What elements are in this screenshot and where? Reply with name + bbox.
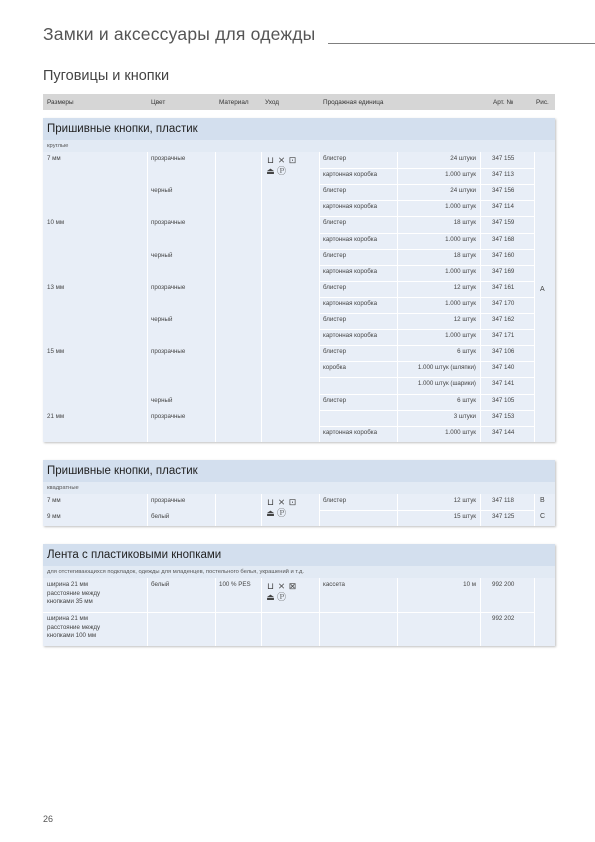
art-cell: 992 202 (492, 615, 515, 622)
section-snap-tape (43, 544, 555, 646)
unit-cell: картонная коробка (323, 235, 378, 243)
iron-icon: ⏏ (266, 592, 275, 602)
art-cell: 347 118 (492, 497, 514, 504)
unit-cell: блистер (323, 251, 347, 259)
unit-cell: картонная коробка (323, 332, 378, 340)
size-cell: кнопками 35 мм (47, 598, 93, 605)
qty-cell: 6 штук (457, 348, 476, 356)
wash-30-icon: ⊔ (266, 155, 275, 165)
p-clean-icon: Ⓟ (276, 592, 286, 602)
size-cell: 15 мм (47, 348, 65, 356)
art-cell: 347 162 (492, 316, 515, 323)
col-color: Цвет (151, 99, 166, 106)
art-cell: 347 144 (492, 428, 515, 436)
art-cell: 347 159 (492, 219, 515, 227)
section-square-snaps (43, 460, 555, 526)
qty-cell: 1.000 штук (шляпки) (417, 364, 476, 372)
art-cell: 347 153 (492, 412, 515, 420)
figure-label: A (540, 286, 545, 293)
color-cell: прозрачные (151, 497, 186, 504)
art-cell: 992 200 (492, 581, 515, 588)
figure-label: C (540, 513, 546, 520)
unit-cell: блистер (323, 187, 347, 195)
qty-cell: 1.000 штук (445, 267, 476, 275)
unit-cell: блистер (323, 316, 347, 323)
qty-cell: 1.000 штук (445, 235, 476, 243)
section-title: Пришивные кнопки, пластик (43, 118, 555, 140)
art-cell: 347 140 (492, 364, 515, 372)
qty-cell: 12 штук (453, 283, 476, 291)
col-size: Размеры (47, 99, 74, 106)
unit-cell: картонная коробка (323, 203, 378, 211)
size-cell: 7 мм (47, 497, 61, 504)
size-cell: 13 мм (47, 283, 65, 291)
unit-cell: картонная коробка (323, 299, 378, 307)
unit-cell: блистер (323, 219, 347, 227)
size-cell: ширина 21 мм (47, 615, 89, 622)
wash-30-icon: ⊔ (266, 497, 275, 507)
unit-cell: кассета (323, 581, 345, 588)
p-clean-icon: Ⓟ (276, 166, 286, 176)
col-art: Арт. № (493, 99, 514, 106)
color-cell: белый (151, 513, 170, 520)
art-cell: 347 155 (492, 155, 515, 162)
product-table (43, 578, 555, 646)
art-cell: 347 160 (492, 251, 515, 259)
unit-cell: блистер (323, 497, 347, 504)
qty-cell: 24 штуки (450, 155, 476, 162)
qty-cell: 18 штук (453, 251, 476, 259)
no-tumble-dry-icon: ⊠ (288, 581, 297, 591)
size-cell: ширина 21 мм (47, 581, 89, 588)
page-subtitle: Пуговицы и кнопки (43, 68, 170, 84)
unit-cell: блистер (323, 283, 347, 291)
iron-icon: ⏏ (266, 166, 275, 176)
size-cell: 10 мм (47, 219, 65, 227)
qty-cell: 18 штук (453, 219, 476, 227)
no-bleach-icon: ⨯ (277, 155, 286, 165)
qty-cell: 1.000 штук (445, 203, 476, 211)
unit-cell: блистер (323, 348, 347, 356)
header-title: Замки и аксессуары для одежды (43, 24, 316, 44)
qty-cell: 10 м (463, 581, 476, 588)
tumble-dry-icon: ⊡ (288, 497, 297, 507)
art-cell: 347 161 (492, 283, 515, 291)
unit-cell: картонная коробка (323, 428, 378, 436)
material-cell: 100 % PES (219, 581, 251, 588)
section-subtitle: квадратные (43, 482, 555, 494)
wash-30-icon: ⊔ (266, 581, 275, 591)
qty-cell: 12 штук (453, 497, 476, 504)
iron-icon: ⏏ (266, 508, 275, 518)
qty-cell: 24 штуки (450, 187, 476, 195)
art-cell: 347 105 (492, 396, 515, 404)
col-fig: Рис. (536, 99, 549, 106)
art-cell: 347 170 (492, 299, 515, 307)
column-header (43, 94, 555, 110)
color-cell: черный (151, 396, 173, 404)
size-cell: 9 мм (47, 513, 61, 520)
no-bleach-icon: ⨯ (277, 581, 286, 591)
product-table (43, 494, 555, 526)
section-round-snaps (43, 118, 555, 442)
color-cell: прозрачные (151, 412, 186, 420)
color-cell: черный (151, 251, 173, 259)
size-cell: расстояние между (47, 589, 101, 597)
figure-label: B (540, 497, 545, 504)
product-table (43, 152, 555, 442)
unit-cell: блистер (323, 396, 347, 404)
size-cell: 7 мм (47, 155, 61, 162)
art-cell: 347 125 (492, 513, 515, 520)
art-cell: 347 141 (492, 380, 515, 388)
art-cell: 347 169 (492, 267, 515, 275)
section-subtitle: для отстегивающихся подкладок, одежды для младенцев, постельного белья, украшений и т.д. (43, 566, 555, 578)
size-cell: расстояние между (47, 623, 101, 631)
unit-cell: коробка (323, 364, 346, 372)
no-bleach-icon: ⨯ (277, 497, 286, 507)
col-unit: Продажная единица (323, 99, 384, 106)
art-cell: 347 168 (492, 235, 515, 243)
art-cell: 347 106 (492, 348, 515, 356)
qty-cell: 1.000 штук (445, 171, 476, 179)
section-title: Пришивные кнопки, пластик (43, 460, 555, 482)
section-subtitle: круглые (43, 140, 555, 152)
p-clean-icon: Ⓟ (276, 508, 286, 518)
color-cell: прозрачные (151, 155, 186, 162)
page-number: 26 (43, 814, 54, 824)
art-cell: 347 114 (492, 203, 514, 211)
art-cell: 347 171 (492, 332, 515, 340)
qty-cell: 6 штук (457, 396, 476, 404)
color-cell: черный (151, 316, 173, 323)
qty-cell: 1.000 штук (445, 299, 476, 307)
color-cell: прозрачные (151, 219, 186, 227)
qty-cell: 3 штуки (453, 412, 476, 420)
size-cell: кнопками 100 мм (47, 632, 97, 639)
care-symbols (265, 581, 298, 603)
header-rule (328, 43, 595, 44)
art-cell: 347 113 (492, 171, 514, 179)
care-symbols (265, 497, 298, 519)
color-cell: прозрачные (151, 348, 186, 356)
unit-cell: картонная коробка (323, 171, 378, 179)
size-cell: 21 мм (47, 412, 65, 420)
art-cell: 347 156 (492, 187, 515, 195)
qty-cell: 1.000 штук (445, 332, 476, 340)
section-title: Лента с пластиковыми кнопками (43, 544, 555, 566)
color-cell: белый (151, 581, 170, 588)
tumble-dry-icon: ⊡ (288, 155, 297, 165)
care-symbols (265, 155, 298, 177)
color-cell: прозрачные (151, 283, 186, 291)
qty-cell: 1.000 штук (445, 428, 476, 436)
qty-cell: 1.000 штук (шарики) (417, 380, 476, 388)
color-cell: черный (151, 187, 173, 195)
qty-cell: 15 штук (453, 513, 476, 520)
qty-cell: 12 штук (453, 316, 476, 323)
unit-cell: блистер (323, 155, 347, 162)
col-care: Уход (265, 99, 280, 106)
unit-cell: картонная коробка (323, 267, 378, 275)
col-material: Материал (219, 99, 249, 106)
